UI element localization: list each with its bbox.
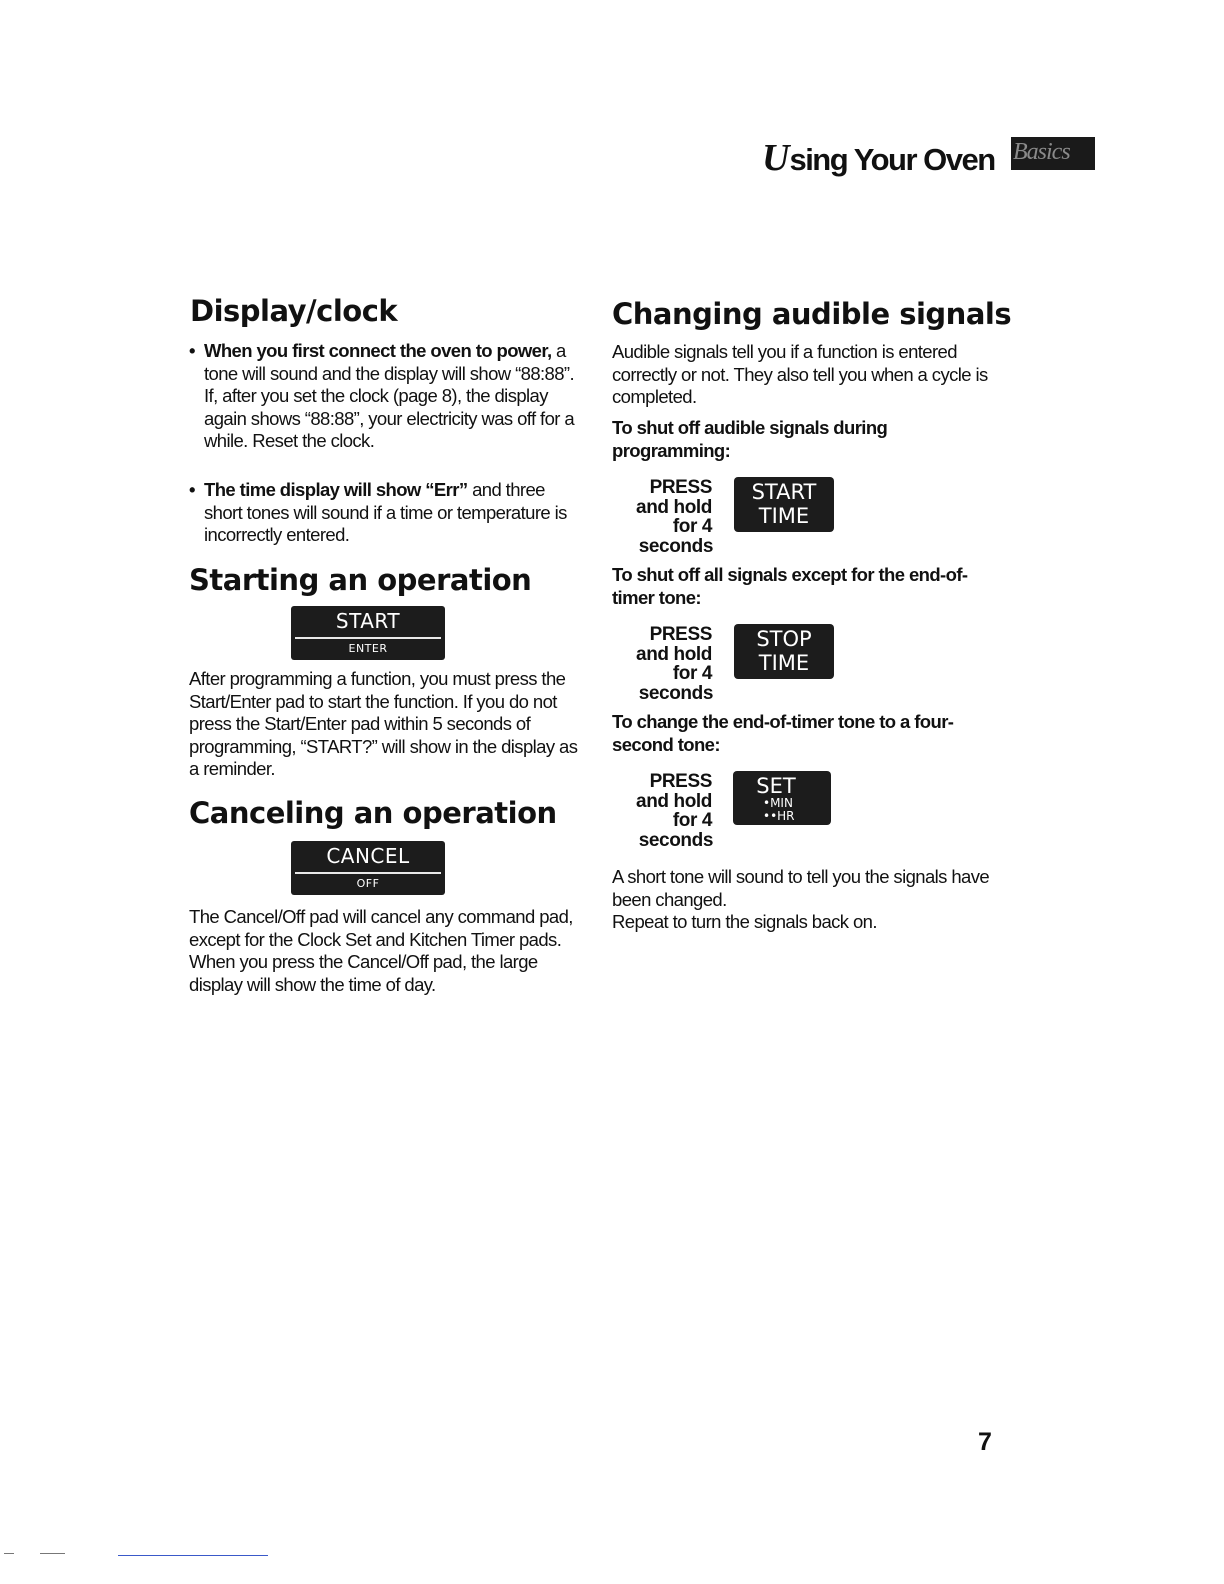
start-time-pad-line2: TIME	[758, 504, 810, 528]
section-logo	[1011, 137, 1095, 170]
start-pad-label: START	[335, 609, 401, 633]
bullet-dot: •	[189, 479, 195, 500]
bullet-err-bold: The time display will show “Err”	[204, 479, 468, 500]
stop-time-pad-line1: STOP	[756, 627, 812, 651]
press-word: PRESS	[649, 477, 712, 498]
starting-operation-text: After programming a function, you must press the Start/Enter pad to start the function. If you do not press the Start/Enter pad within 5 seconds of programming, “START?” will show in the display as a reminder.	[189, 668, 578, 779]
bullet-err-text: and three short tones will sound if a time or temperature is incorrectly entered.	[204, 479, 567, 545]
canceling-operation-text: The Cancel/Off pad will cancel any command pad, except for the Clock Set and Kitchen Timer pads. When you press the Cancel/Off pad, the large display will show the time of day.	[189, 906, 573, 995]
bullet-first-connect-text: a tone will sound and the display will show “88:88”. If, after you set the clock (page 8), the display again shows “88:88”, your electricity was off for a while. Reset the clock.	[204, 340, 575, 451]
for-4-word: for 4	[672, 516, 712, 537]
for-4-word: for 4	[672, 810, 712, 831]
cancel-pad-label: CANCEL	[326, 844, 410, 868]
heading-display-clock: Display/clock	[190, 294, 398, 328]
enter-pad-label: ENTER	[348, 642, 388, 655]
and-hold-word: and hold	[636, 496, 712, 518]
heading-audible-signals: Changing audible signals	[612, 297, 1012, 331]
stop-time-pad-line2: TIME	[758, 651, 810, 675]
pad-divider	[295, 637, 441, 639]
seconds-word: seconds	[638, 535, 713, 557]
press-word: PRESS	[649, 624, 712, 645]
bullet-err-display	[189, 479, 574, 547]
press-word: PRESS	[649, 771, 712, 792]
press-hold-instruction	[612, 772, 712, 850]
bullet-first-connect	[189, 340, 584, 453]
audible-intro-text: Audible signals tell you if a function is entered correctly or not. They also tell you when a cycle is completed.	[612, 341, 988, 407]
stop-time-pad[interactable]	[734, 624, 834, 679]
for-4-word: for 4	[672, 663, 712, 684]
step-change-end-tone: To change the end-of-timer tone to a four-second tone:	[612, 711, 954, 755]
start-time-pad-line1: START	[751, 480, 817, 504]
scan-mark	[4, 1553, 14, 1554]
footer-rule	[118, 1555, 268, 1556]
set-pad-line1: SET	[756, 774, 796, 798]
press-hold-instruction	[612, 478, 712, 556]
scan-mark	[40, 1553, 65, 1554]
audible-closing-text: A short tone will sound to tell you the signals have been changed.	[612, 866, 990, 910]
section-logo-text: Basics	[1013, 139, 1070, 165]
heading-starting-operation: Starting an operation	[189, 563, 532, 597]
step-shut-off-programming: To shut off audible signals during programming:	[612, 417, 888, 461]
start-enter-pad[interactable]	[291, 606, 445, 660]
press-hold-instruction	[612, 625, 712, 703]
bullet-dot: •	[189, 340, 195, 361]
heading-canceling-operation: Canceling an operation	[189, 796, 557, 830]
bullet-first-connect-bold: When you first connect the oven to power,	[204, 340, 552, 361]
set-pad-hr: ••HR	[763, 809, 795, 823]
seconds-word: seconds	[638, 829, 713, 851]
off-pad-label: OFF	[356, 877, 380, 890]
start-time-pad[interactable]	[734, 477, 834, 532]
header-initial: U	[762, 137, 790, 179]
pad-divider	[295, 872, 441, 874]
cancel-off-pad[interactable]	[291, 841, 445, 895]
and-hold-word: and hold	[636, 643, 712, 665]
step-shut-off-all-signals: To shut off all signals except for the end-of-timer tone:	[612, 564, 968, 608]
page-number: 7	[978, 1428, 992, 1456]
seconds-word: seconds	[638, 682, 713, 704]
and-hold-word: and hold	[636, 790, 712, 812]
set-min-hr-pad[interactable]	[733, 771, 831, 825]
set-pad-min: •MIN	[763, 796, 793, 810]
header-title-rest: sing Your Oven	[789, 142, 995, 177]
audible-repeat-text: Repeat to turn the signals back on.	[612, 911, 877, 932]
page-header-title	[762, 136, 1002, 180]
